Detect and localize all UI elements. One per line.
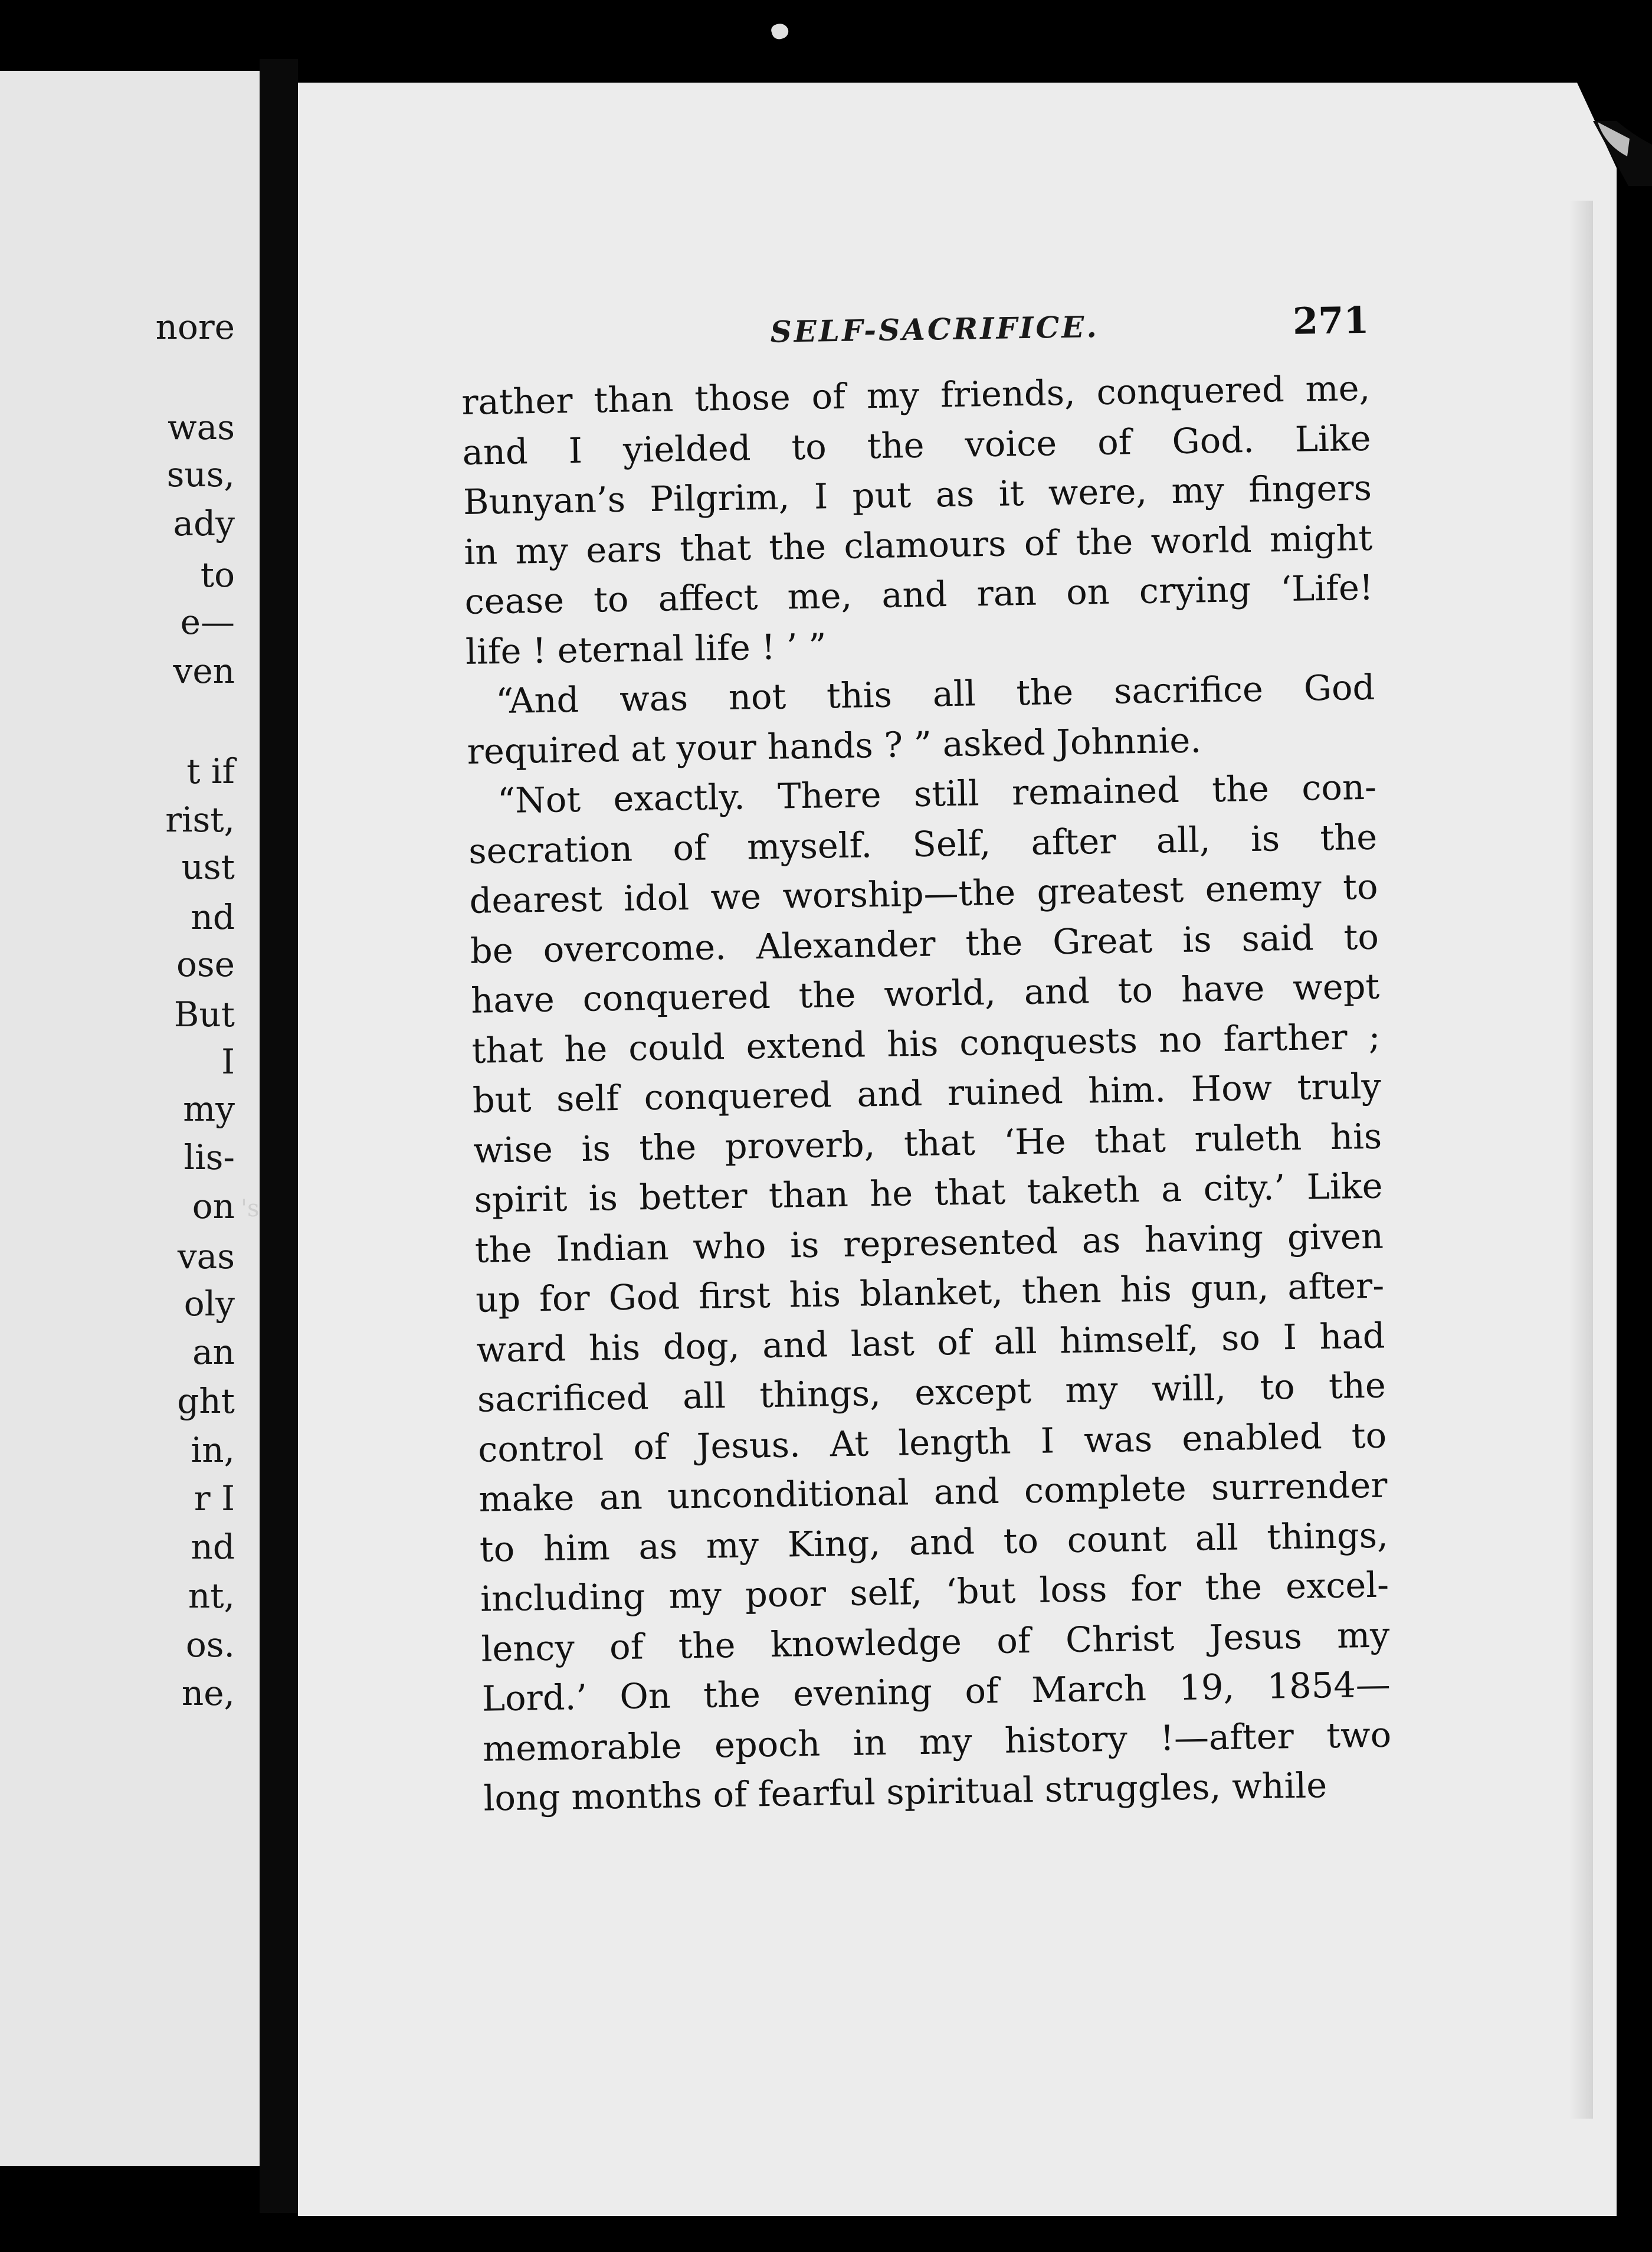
text-line: required at your hands ? ” asked Johnnie. [467,719,1202,772]
text-line: wise is the proverb, that ‘He that ruleth his [473,1115,1382,1171]
running-head-title: SELF-SACRIFICE. [770,309,1100,349]
text-line: rather than those of my friends, conquered me, [461,367,1371,423]
previous-page-fragment: nt, [188,1576,235,1616]
page-corner-curl [1593,121,1652,186]
previous-page-fragment: oly [183,1284,235,1324]
text-line: memorable epoch in my history !—after two [482,1714,1392,1769]
previous-page-fragment: nd [191,1527,235,1567]
previous-page-fragment: ose [176,944,235,984]
text-line: in my ears that the clamours of the world might [463,517,1373,572]
previous-page-fragment: ven [173,651,235,691]
previous-page-fragment: lis- [183,1137,235,1177]
text-line: “Not exactly. There still remained the con- [497,766,1377,821]
text-line: sacrificed all things, except my will, to the [477,1364,1386,1420]
text-line: and I yielded to the voice of God. Like [462,417,1372,473]
page-edge-shadow [1569,201,1593,2119]
text-line: make an unconditional and complete surrender [478,1464,1388,1520]
book-gutter [260,59,298,2213]
page-number: 271 [1292,298,1369,343]
previous-page-fragment: But [173,994,235,1035]
previous-page-fragment: e— [180,602,235,642]
text-line: including my poor self, ‘but loss for the excel- [480,1564,1389,1619]
previous-page-fragment: ust [181,847,235,887]
text-line: control of Jesus. At length I was enabled to [477,1415,1387,1470]
text-line: dearest idol we worship—the greatest enemy to [469,866,1379,921]
text-line: long months of fearful spiritual struggles, while [483,1765,1328,1819]
text-line: but self conquered and ruined him. How truly [472,1065,1382,1121]
previous-page-fragment: t if [186,751,235,791]
text-line: Bunyan’s Pilgrim, I put as it were, my fingers [463,467,1372,522]
text-line: “And was not this all the sacrifice God [495,666,1375,722]
text-line: life ! eternal life ! ’ ” [465,625,827,672]
text-line: Lord.’ On the evening of March 19, 1854— [481,1664,1391,1719]
text-line: be overcome. Alexander the Great is said to [470,916,1379,971]
previous-page-fragment: ady [173,503,235,544]
previous-page-fragment: rist, [165,800,235,840]
text-line: to him as my King, and to count all things, [479,1514,1389,1570]
text-line: ward his dog, and last of all himself, so I had [476,1315,1385,1370]
page-content [460,299,1392,1824]
previous-page-fragment: on [192,1186,235,1226]
previous-page-fragment: I [221,1042,235,1082]
text-line: that he could extend his conquests no farther ; [471,1016,1381,1071]
previous-page-fragment: nore [155,307,235,347]
gutter-mark: 's [241,1195,260,1222]
previous-page-fragment: r I [194,1478,235,1518]
previous-page-fragment: in, [191,1430,235,1470]
text-line: the Indian who is represented as having given [474,1215,1384,1271]
text-line: lency of the knowledge of Christ Jesus my [481,1614,1390,1670]
previous-page-edge [0,71,260,2166]
previous-page-fragment: vas [177,1236,235,1276]
previous-page-fragment: sus, [166,454,235,495]
dust-speck [770,21,791,41]
text-line: spirit is better than he that taketh a city.’ Like [474,1165,1383,1220]
text-line: cease to affect me, and ran on crying ‘Life! [464,567,1374,622]
body-text [461,364,1392,1824]
previous-page-fragment: my [183,1089,235,1129]
previous-page-fragment: was [168,407,235,447]
text-line: have conquered the world, and to have wept [470,965,1380,1021]
previous-page-fragment: os. [185,1625,235,1665]
previous-page-fragment: an [192,1332,235,1372]
previous-page-fragment: to [200,555,235,595]
previous-page-fragment: ght [177,1381,235,1421]
previous-page-fragment: nd [191,897,235,937]
text-line: up for God first his blanket, then his gun, after- [475,1265,1385,1320]
previous-page-fragment: ne, [181,1673,235,1713]
text-line: secration of myself. Self, after all, is the [468,816,1378,872]
